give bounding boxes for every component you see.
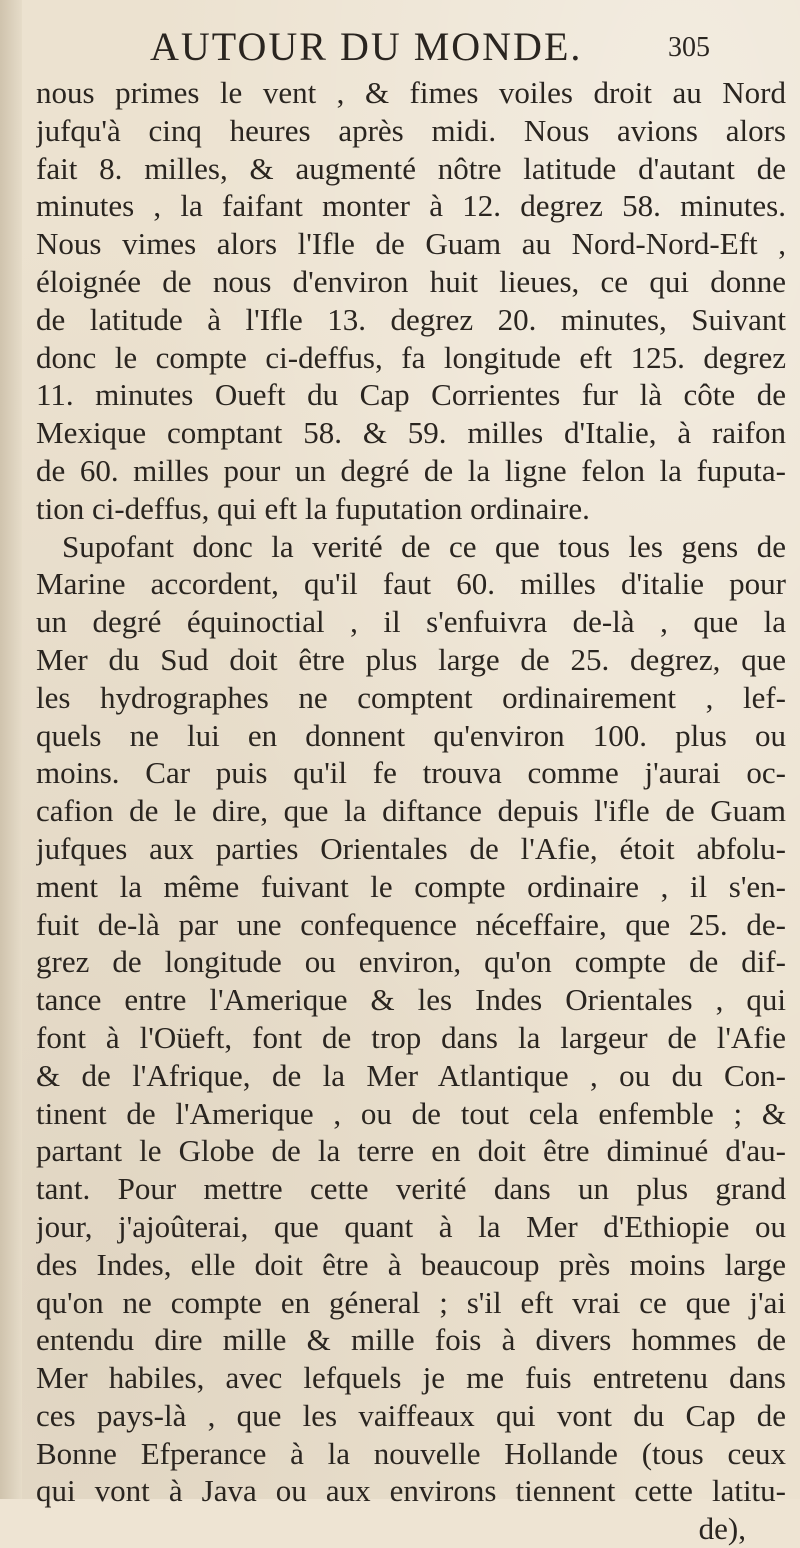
text-line: de 60. milles pour un degré de la ligne felon la fuputa- [36,452,786,488]
text-line: Nous vimes alors l'Ifle de Guam au Nord-Nord-Eft , [36,226,786,262]
text-line: Supofant donc la verité de ce que tous les gens de [62,528,786,564]
text-line: jufques aux parties Orientales de l'Afie, étoit abfolu- [36,830,786,866]
text-line: nous primes le vent , & fimes voiles droit au Nord [36,75,786,110]
body-text [36,74,786,1548]
text-line: cafion de le dire, que la diftance depuis l'ifle de Guam [36,793,786,829]
text-line: éloignée de nous d'environ huit lieues, ce qui donne [36,263,786,299]
text-line: ment la même fuivant le compte ordinaire , il s'en- [36,868,786,904]
text-line: jufqu'à cinq heures après midi. Nous avions alors [36,112,786,148]
catchword: de), [698,1511,746,1547]
text-line: tant. Pour mettre cette verité dans un plus grand [36,1171,786,1207]
text-line: fuit de-là par une confequence néceffaire, que 25. de- [36,906,786,942]
page-header [150,22,710,72]
text-line: font à l'Oüeft, font de trop dans la largeur de l'Afie [36,1019,786,1055]
text-line: Mexique comptant 58. & 59. milles d'Italie, à raifon [36,415,786,451]
text-line: un degré équinoctial , il s'enfuivra de-là , que la [36,604,786,640]
text-line: jour, j'ajoûterai, que quant à la Mer d'Ethiopie ou [36,1208,786,1244]
text-line: fait 8. milles, & augmenté nôtre latitude d'autant de [36,150,786,186]
text-line: qui vont à Java ou aux environs tiennent cette latitu- [36,1473,786,1509]
text-line: minutes , la faifant monter à 12. degrez 58. minutes. [36,188,786,224]
text-line: Mer habiles, avec lefquels je me fuis entretenu dans [36,1360,786,1396]
text-line: moins. Car puis qu'il fe trouva comme j'aurai oc- [36,755,786,791]
text-line: grez de longitude ou environ, qu'on compte de dif- [36,944,786,980]
running-head: AUTOUR DU MONDE. [150,24,583,69]
text-line: 11. minutes Oueft du Cap Corrientes fur là côte de [36,377,786,413]
text-line: Mer du Sud doit être plus large de 25. degrez, que [36,641,786,677]
text-line: tance entre l'Amerique & les Indes Orientales , qui [36,982,786,1018]
paragraph [36,74,786,528]
paragraph [36,528,786,1548]
text-line: donc le compte ci-deffus, fa longitude eft 125. degrez [36,339,786,375]
text-line: & de l'Afrique, de la Mer Atlantique , ou du Con- [36,1057,786,1093]
text-line: les hydrographes ne comptent ordinairement , lef- [36,679,786,715]
text-line: de latitude à l'Ifle 13. degrez 20. minutes, Suivant [36,301,786,337]
text-line: partant le Globe de la terre en doit être diminué d'au- [36,1133,786,1169]
text-line: tion ci-deffus, qui eft la fuputation ordinaire. [36,490,590,526]
text-line: qu'on ne compte en géneral ; s'il eft vrai ce que j'ai [36,1284,786,1320]
page-gutter [0,0,22,1499]
text-line: Marine accordent, qu'il faut 60. milles d'italie pour [36,566,786,602]
text-line: entendu dire mille & mille fois à divers hommes de [36,1322,786,1358]
text-line: Bonne Efperance à la nouvelle Hollande (tous ceux [36,1435,786,1471]
text-line: quels ne lui en donnent qu'environ 100. plus ou [36,717,786,753]
text-line: des Indes, elle doit être à beaucoup près moins large [36,1246,786,1282]
text-line: tinent de l'Amerique , ou de tout cela enfemble ; & [36,1095,786,1131]
text-line: ces pays-là , que les vaiffeaux qui vont du Cap de [36,1397,786,1433]
page-number: 305 [668,32,710,63]
